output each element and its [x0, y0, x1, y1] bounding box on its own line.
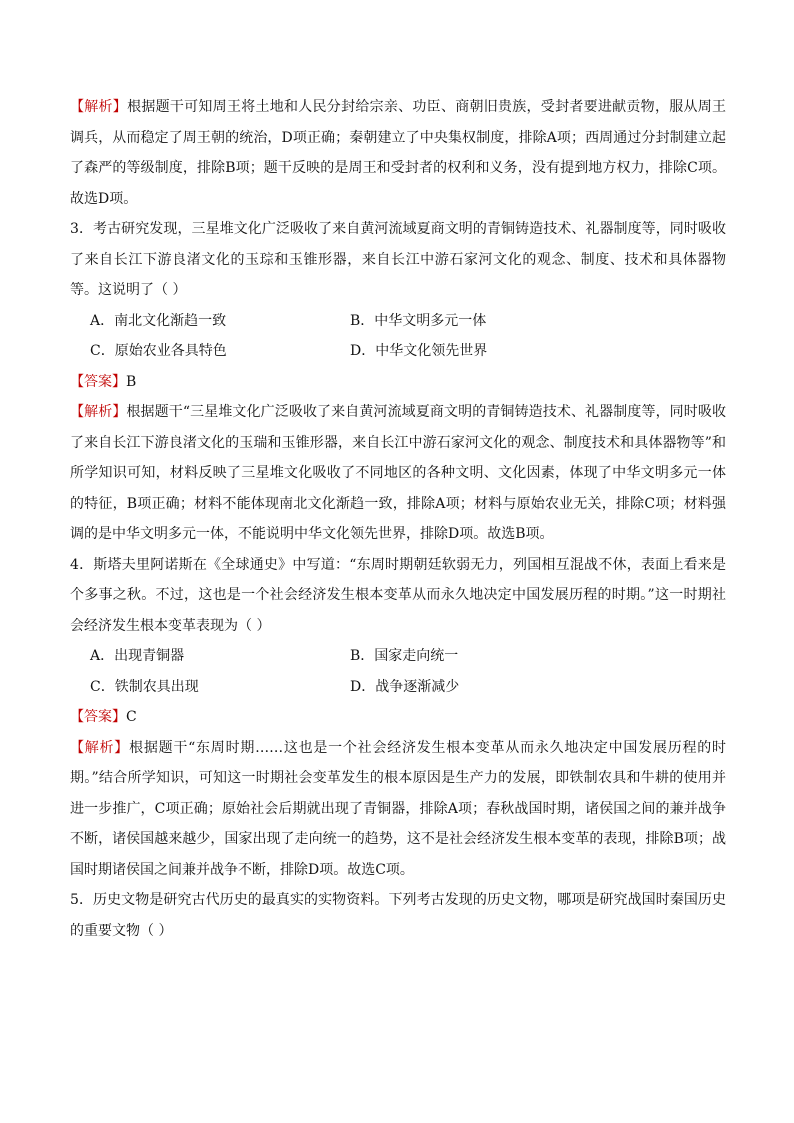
analysis-text: 根据题干“三星堆文化广泛吸收了来自黄河流域夏商文明的青铜铸造技术、礼器制度等，同时吸收了来自长江下游良渚文化的玉瑞和玉锥形器，来自长江中游石家河文化的观念、制度技术和具体器物等”和所学知识可知，材料反映了三星堆文化吸收了不同地区的各种文明、文化因素，体现了中华文明多元一体的特征，B项正确；材料不能体现南北文化渐趋一致，排除A项；材料与原始农业无关，排除C项；材料强调的是中华文明多元一体，不能说明中华文化领先世界，排除D项。故选B项。 — [70, 404, 726, 542]
option-b: B．中华文明多元一体 — [350, 312, 487, 329]
q4-answer — [70, 702, 726, 733]
answer-tag: 【答案】 — [70, 709, 126, 725]
analysis-text: 根据题干可知周王将土地和人民分封给宗亲、功臣、商朝旧贵族，受封者要进献贡物，服从周王调兵，从而稳定了周王朝的统治，D项正确；秦朝建立了中央集权制度，排除A项；西周通过分封制建立起了森严的等级制度，排除B项；题干反映的是周王和受封者的权利和义务，没有提到地方权力，排除C项。故选D项。 — [70, 99, 727, 207]
option-c: C．原始农业各具特色 — [90, 343, 227, 359]
answer-tag: 【答案】 — [70, 373, 126, 390]
q2-analysis — [70, 92, 726, 214]
option-a: A．出现青铜器 — [90, 648, 185, 664]
option-b: B．国家走向统一 — [350, 648, 459, 664]
analysis-tag: 【解析】 — [70, 739, 130, 756]
q3-stem: 3．考古研究发现，三星堆文化广泛吸收了来自黄河流域夏商文明的青铜铸造技术、礼器制度等，同时吸收了来自长江下游良渚文化的玉琮和玉锥形器，来自长江中游石家河文化的观念、制度、技术和具体器物等。这说明了（ ） — [70, 221, 726, 298]
q4-options — [70, 641, 726, 702]
option-d: D．战争逐渐减少 — [350, 678, 460, 695]
answer-value: C — [126, 709, 137, 725]
analysis-tag: 【解析】 — [70, 99, 128, 115]
q4-analysis — [70, 733, 726, 886]
analysis-text: 根据题干“东周时期……这也是一个社会经济发生根本变革从而永久地决定中国发展历程的时期。”结合所学知识，可知这一时期社会变革发生的根本原因是生产力的发展，即铁制农具和牛耕的使用并进一步推广，C项正确；原始社会后期就出现了青铜器，排除A项；春秋战国时期，诸侯国之间的兼并战争不断，诸侯国越来越少，国家出现了走向统一的趋势，这不是社会经济发生根本变革的表现，排除B项；战国时期诸侯国之间兼并战争不断，排除D项。故选C项。 — [70, 739, 727, 878]
option-d: D．中华文化领先世界 — [350, 343, 488, 359]
analysis-tag: 【解析】 — [70, 404, 127, 420]
q3-answer — [70, 367, 726, 398]
q3-options — [70, 306, 726, 367]
option-c: C．铁制农具出现 — [90, 678, 199, 695]
answer-value: B — [126, 373, 137, 390]
q3-analysis — [70, 397, 726, 550]
q5-stem: 5．历史文物是研究古代历史的最真实的实物资料。下列考古发现的历史文物，哪项是研究战国时秦国历史的重要文物（ ） — [70, 892, 726, 939]
q4-stem: 4．斯塔夫里阿诺斯在《全球通史》中写道：“东周时期朝廷软弱无力，列国相互混战不休，表面上看来是个多事之秋。不过，这也是一个社会经济发生根本变革从而永久地决定中国发展历程的时期。”这一时期社会经济发生根本变革表现为（ ） — [70, 556, 726, 634]
option-a: A．南北文化渐趋一致 — [90, 312, 227, 329]
document-page — [70, 92, 726, 946]
